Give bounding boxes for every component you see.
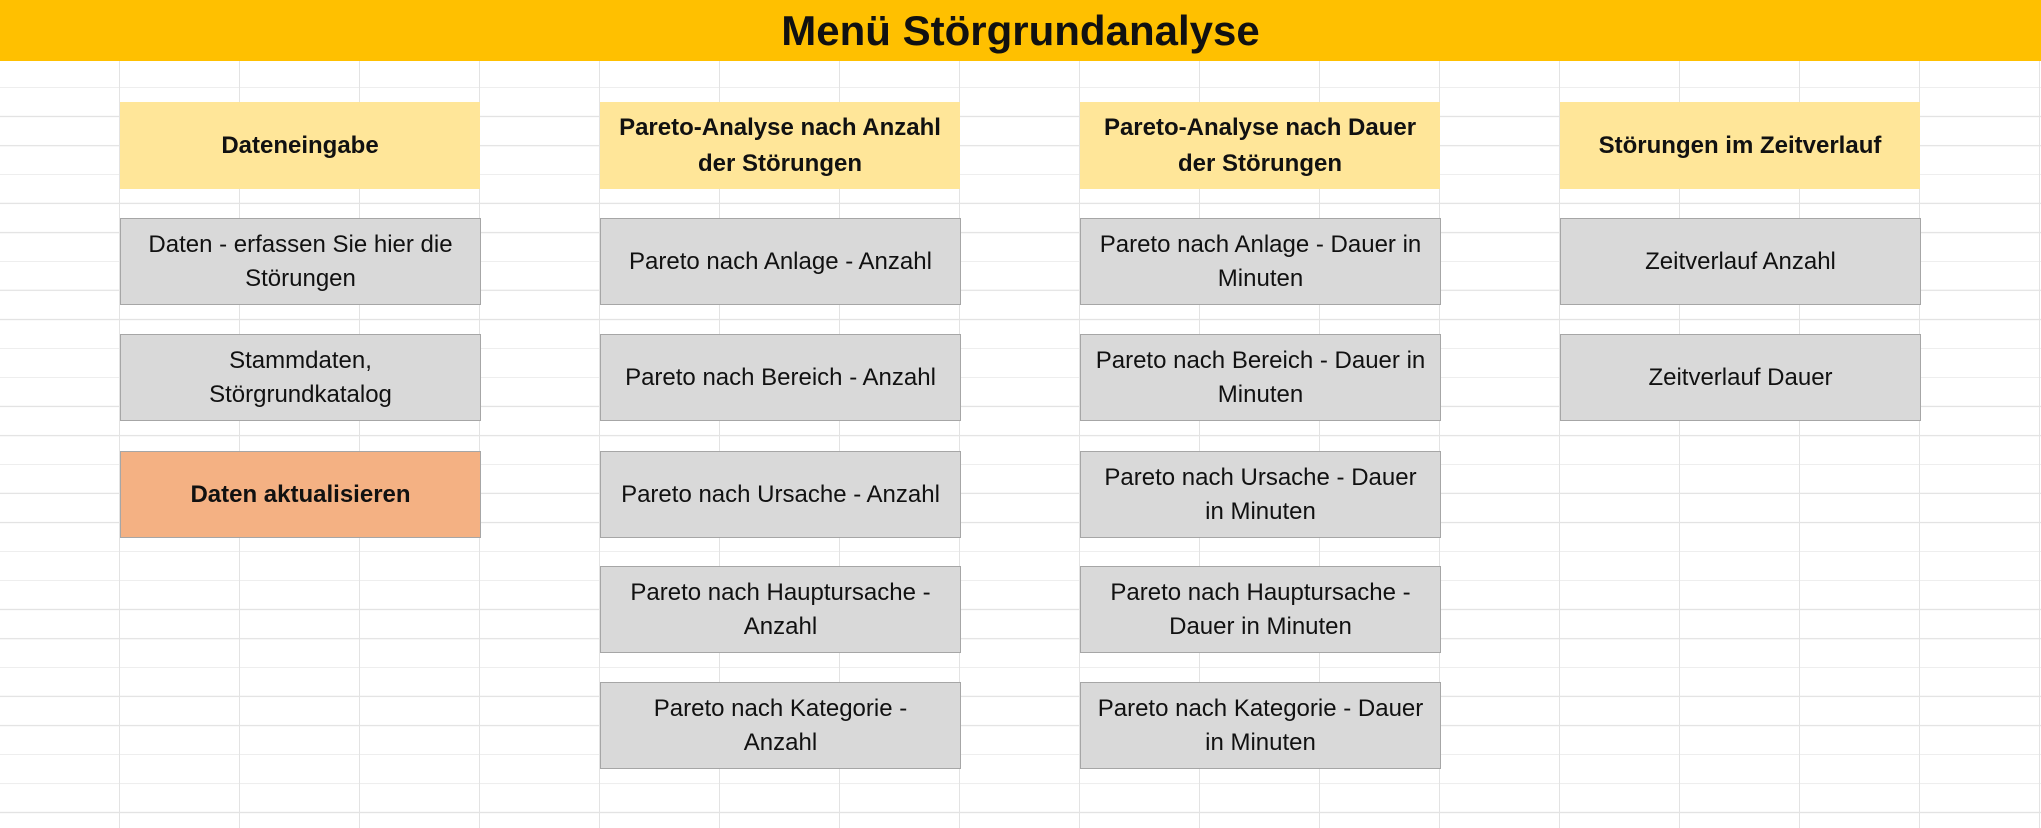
pareto-anlage-dauer-button[interactable]: Pareto nach Anlage - Dauer in Minuten [1080, 218, 1441, 305]
pareto-ursache-anzahl-button[interactable]: Pareto nach Ursache - Anzahl [600, 451, 961, 538]
pareto-anlage-anzahl-button[interactable]: Pareto nach Anlage - Anzahl [600, 218, 961, 305]
pareto-kategorie-anzahl-button[interactable]: Pareto nach Kategorie - Anzahl [600, 682, 961, 769]
daten-erfassen-button[interactable]: Daten - erfassen Sie hier die Störungen [120, 218, 481, 305]
stammdaten-button[interactable]: Stammdaten, Störgrundkatalog [120, 334, 481, 421]
pareto-kategorie-dauer-button[interactable]: Pareto nach Kategorie - Dauer in Minuten [1080, 682, 1441, 769]
pareto-hauptursache-dauer-button[interactable]: Pareto nach Hauptursache - Dauer in Minuten [1080, 566, 1441, 653]
zeitverlauf-anzahl-button[interactable]: Zeitverlauf Anzahl [1560, 218, 1921, 305]
daten-aktualisieren-button[interactable]: Daten aktualisieren [120, 451, 481, 538]
zeitverlauf-dauer-button[interactable]: Zeitverlauf Dauer [1560, 334, 1921, 421]
section-header-zeitverlauf: Störungen im Zeitverlauf [1560, 102, 1920, 189]
pareto-bereich-dauer-button[interactable]: Pareto nach Bereich - Dauer in Minuten [1080, 334, 1441, 421]
section-header-pareto-dauer: Pareto-Analyse nach Dauer der Störungen [1080, 102, 1440, 189]
pareto-ursache-dauer-button[interactable]: Pareto nach Ursache - Dauer in Minuten [1080, 451, 1441, 538]
section-header-dateneingabe: Dateneingabe [120, 102, 480, 189]
pareto-hauptursache-anzahl-button[interactable]: Pareto nach Hauptursache - Anzahl [600, 566, 961, 653]
section-header-pareto-anzahl: Pareto-Analyse nach Anzahl der Störungen [600, 102, 960, 189]
page-title: Menü Störgrundanalyse [0, 0, 2041, 61]
pareto-bereich-anzahl-button[interactable]: Pareto nach Bereich - Anzahl [600, 334, 961, 421]
